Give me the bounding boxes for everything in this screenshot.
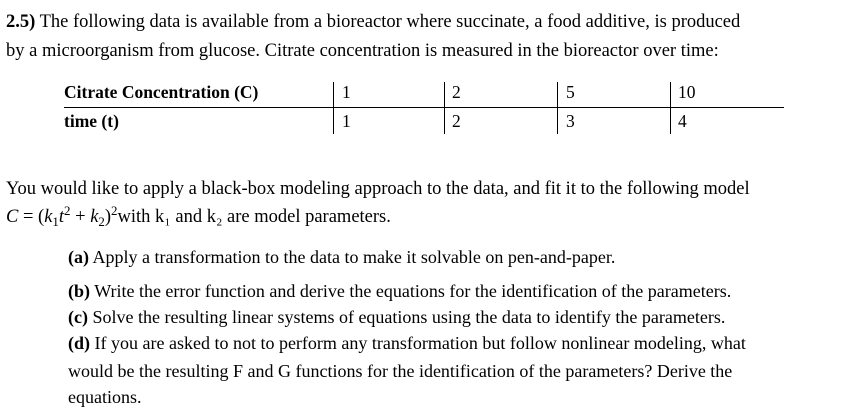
question-d-continuation-1: would be the resulting F and G functions for the identification of the parameters? Derive the: [68, 361, 733, 381]
question-c: [68, 305, 725, 329]
table-column-line-2: [444, 82, 445, 134]
question-d-label: (d): [68, 333, 90, 353]
question-c-label: (c): [68, 307, 88, 327]
model-equation-line: [6, 202, 391, 229]
table-cell-concentration-4: 10: [678, 82, 696, 102]
data-table: [64, 80, 784, 138]
problem-intro-text-2: by a microorganism from glucose. Citrate concentration is measured in the bioreactor over time:: [6, 41, 719, 61]
table-cell-time-4: 4: [678, 111, 687, 131]
table-cell-concentration-1: 1: [342, 82, 351, 102]
table-cell-concentration-2: 2: [452, 82, 461, 102]
model-intro: You would like to apply a black-box modeling approach to the data, and fit it to the following model: [6, 179, 750, 199]
question-c-text: Solve the resulting linear systems of equations using the data to identify the parameters.: [92, 307, 726, 327]
table-column-line-1: [333, 82, 334, 134]
problem-intro-line-1: [6, 11, 740, 33]
question-b: [68, 279, 731, 303]
problem-intro-line-2: [6, 40, 719, 62]
question-d-text: If you are asked to not to perform any transformation but follow nonlinear modeling, what: [94, 333, 746, 353]
table-column-line-4: [670, 82, 671, 134]
problem-intro-text-1: The following data is available from a bioreactor where succinate, a food additive, is produced: [39, 12, 741, 32]
table-row-label-time: time (t): [64, 111, 119, 131]
question-a: [68, 245, 615, 269]
question-a-text: Apply a transformation to the data to make it solvable on pen-and-paper.: [92, 247, 616, 267]
question-a-label: (a): [68, 247, 89, 267]
table-row-label-concentration: Citrate Concentration (C): [64, 82, 259, 102]
model-equation: $C = (k_1t^2 + k_2)^2$: [6, 202, 118, 229]
table-divider: [64, 107, 784, 108]
table-cell-time-3: 3: [566, 111, 575, 131]
problem-number: 2.5): [6, 12, 36, 32]
table-cell-concentration-3: 5: [566, 82, 575, 102]
table-column-line-3: [557, 82, 558, 134]
question-b-label: (b): [68, 281, 90, 301]
question-b-text: Write the error function and derive the equations for the identification of the parameters.: [94, 281, 732, 301]
table-cell-time-2: 2: [452, 111, 461, 131]
table-cell-time-1: 1: [342, 111, 351, 131]
model-params-text: with k₁ and k₂ are model parameters.: [117, 207, 391, 227]
question-d-continuation-2: equations.: [68, 387, 142, 407]
question-d: [68, 331, 746, 355]
